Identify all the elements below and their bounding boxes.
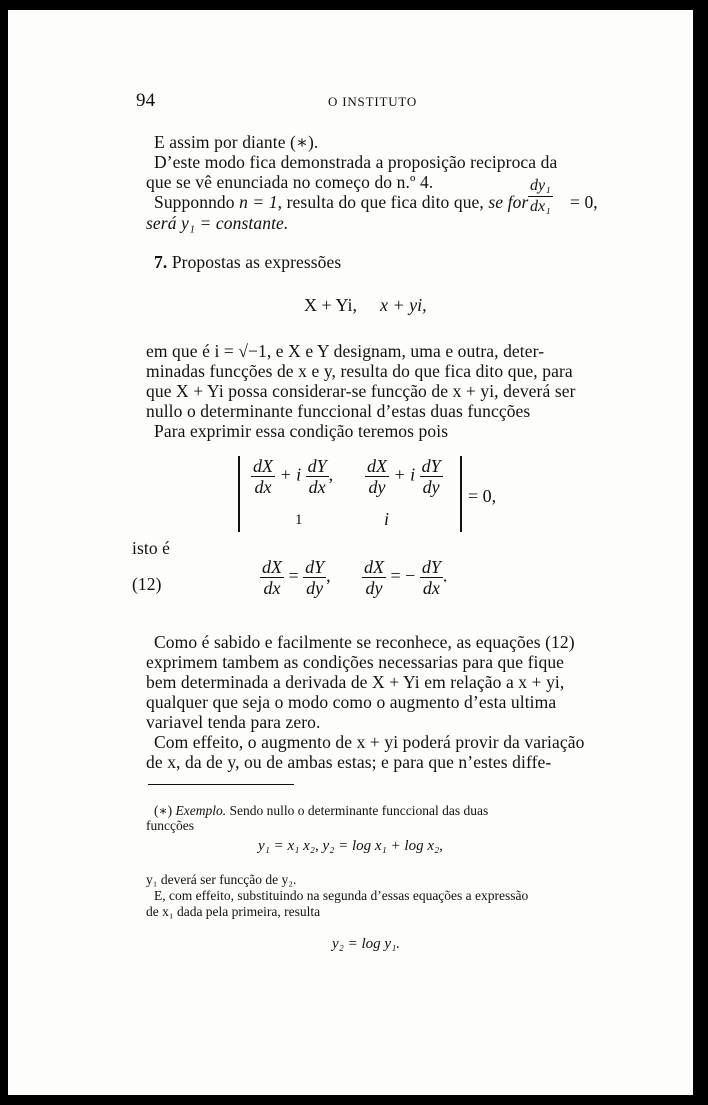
body-line: que se vê enunciada no começo do n.º 4. <box>146 172 434 192</box>
body-line: Supponndo n = 1, resulta do que fica dito que, se for <box>154 192 529 212</box>
body-line: bem determinada a derivada de X + Yi em relação a x + yi, <box>146 672 565 692</box>
body-line: será y₁ = constante. <box>146 213 289 233</box>
section-heading: 7. Propostas as expressões <box>154 252 342 272</box>
body-line: que X + Yi possa considerar-se funcção de x + yi, deverá ser <box>146 381 576 401</box>
footnote-rule <box>148 784 294 785</box>
body-line: nullo o determinante funccional d’estas duas funcções <box>146 401 531 421</box>
body-line: = 0, <box>570 192 598 212</box>
footnote-line: de x₁ dada pela primeira, resulta <box>146 904 321 919</box>
body-line: Como é sabido e facilmente se reconhece, as equações (12) <box>154 632 575 652</box>
equation: $\frac{dX}{dy}$ = − $\frac{dY}{dx}$ . <box>364 557 448 598</box>
body-line: qualquer que seja o modo como o augmento d’esta ultima <box>146 692 557 712</box>
body-line: D’este modo fica demonstrada a proposição reciproca da <box>154 152 558 172</box>
section-number: 7. <box>154 252 168 272</box>
determinant-equals: = 0, <box>468 486 497 506</box>
body-line: isto é <box>132 538 171 558</box>
footnote-line: (∗) Exemplo. Sendo nullo o determinante funccional das duas <box>154 803 489 818</box>
determinant-entry: $\frac{dX}{dx}$ + i $\frac{dY}{dx}$ , <box>253 456 334 497</box>
body-line: Com effeito, o augmento de x + yi poderá provir da variação <box>154 732 585 752</box>
body-line: de x, da de y, ou de ambas estas; e para que n’estes diffe- <box>146 752 552 772</box>
expression: X + Yi, <box>304 295 357 315</box>
equation: $\frac{dX}{dx}$ = $\frac{dY}{dy}$ , <box>262 557 331 598</box>
body-line: exprimem tambem as condições necessarias para que fique <box>146 652 565 672</box>
book-page <box>8 10 693 1095</box>
determinant-entry: 1 <box>295 512 303 528</box>
expression: x + yi, <box>380 295 427 315</box>
determinant-entry: $\frac{dX}{dy}$ + i $\frac{dY}{dy}$ <box>367 456 441 497</box>
body-line: variavel tenda para zero. <box>146 712 321 732</box>
body-line: em que é i = √−1, e X e Y designam, uma e outra, deter- <box>146 341 545 361</box>
footnote-line: E, com effeito, substituindo na segunda d’essas equações a expressão <box>154 888 529 903</box>
inline-fraction: $\frac{\text{dy₁}}{\text{dx₁}}$ <box>530 177 551 215</box>
page-number: 94 <box>136 90 156 111</box>
body-line: minadas funcções de x e y, resulta do que fica dito que, para <box>146 361 573 381</box>
running-title: O INSTITUTO <box>328 94 418 109</box>
body-line: E assim por diante (∗). <box>154 132 319 152</box>
footnote-equation: y₁ = x₁ x₂, y₂ = log x₁ + log x₂, <box>258 838 443 854</box>
determinant-right-bar <box>460 456 462 532</box>
footnote-equation: y₂ = log y₁. <box>332 936 401 952</box>
determinant-left-bar <box>238 456 240 532</box>
footnote-line: funcções <box>146 818 194 833</box>
equation-label: (12) <box>132 574 162 594</box>
footnote-line: y₁ deverá ser funcção de y₂. <box>146 872 297 887</box>
body-line: Para exprimir essa condição teremos pois <box>154 421 449 441</box>
determinant-entry: i <box>384 509 390 529</box>
